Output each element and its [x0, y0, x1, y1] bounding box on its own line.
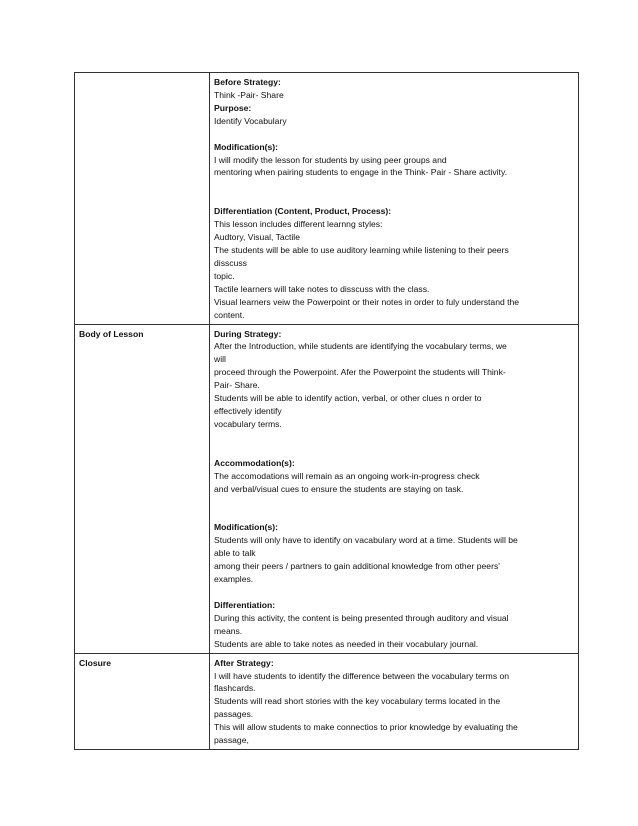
content-line: effectively identify	[214, 405, 282, 416]
content-line: Students will be able to identify action, verbal, or other clues n order to	[214, 393, 482, 404]
table-row	[75, 653, 579, 749]
content-line: I will have students to identify the difference between the vocabulary terms on	[214, 670, 510, 681]
content-line: Students will read short stories with the key vocabulary terms located in the	[214, 696, 501, 707]
content-line: Tactile learners will take notes to disscuss with the class.	[214, 283, 430, 294]
section-heading: Differentiation:	[214, 600, 276, 610]
content-line: Identify Vocabulary	[214, 115, 287, 126]
content-line: means.	[214, 625, 243, 636]
section-heading: Modification(s):	[214, 522, 278, 533]
lesson-plan-table	[74, 72, 579, 750]
content-line: will	[214, 354, 226, 365]
content-line: During this activity, the content is being presented through auditory and visual	[214, 612, 509, 623]
table-row	[75, 324, 579, 653]
content-line: Students are able to take notes as needed in their vocabulary journal.	[214, 638, 479, 649]
content-line: The students will be able to use auditory learning while listening to their peers	[214, 245, 509, 256]
section-heading: Modification(s):	[214, 141, 278, 152]
content-line: able to talk	[214, 548, 256, 559]
spacer	[214, 179, 574, 205]
content-line: vocabulary terms.	[214, 418, 282, 429]
row-label: Body of Lesson	[75, 324, 210, 653]
row-label	[75, 73, 210, 325]
content-line: content.	[214, 309, 245, 320]
content-line: passages.	[214, 709, 254, 720]
content-line: The accomodations will remain as an ongoing work-in-progress check	[214, 470, 480, 481]
spacer	[214, 128, 574, 141]
row-content	[210, 73, 579, 325]
content-line: examples.	[214, 574, 254, 585]
content-line: mentoring when pairing students to engage in the Think- Pair - Share activity.	[214, 167, 507, 178]
content-line: flashcards.	[214, 683, 256, 694]
content-line: Students will only have to identify on vacabulary word at a time. Students will be	[214, 535, 518, 546]
content-line: passage,	[214, 735, 249, 746]
section-heading: Purpose:	[214, 102, 252, 113]
row-content	[210, 324, 579, 653]
content-line: proceed through the Powerpoint. Afer the Powerpoint the students will Think-	[214, 367, 506, 378]
lesson-plan-body	[75, 73, 579, 750]
section-heading: Before Strategy:	[214, 77, 281, 87]
content-line: After the Introduction, while students are identifying the vocabulary terms, we	[214, 341, 507, 352]
content-line: disscuss	[214, 257, 247, 268]
content-line: Audtory, Visual, Tactile	[214, 232, 300, 243]
section-heading: Differentiation (Content, Product, Process):	[214, 206, 392, 217]
section-heading: Accommodation(s):	[214, 457, 295, 468]
section-heading: During Strategy:	[214, 328, 282, 339]
content-line: among their peers / partners to gain additional knowledge from other peers'	[214, 561, 500, 572]
table-row	[75, 73, 579, 325]
content-line: and verbal/visual cues to ensure the students are staying on task.	[214, 483, 464, 494]
row-label: Closure	[75, 653, 210, 749]
spacer	[214, 431, 574, 457]
content-line: This lesson includes different learnng styles:	[214, 219, 383, 230]
spacer	[214, 495, 574, 521]
content-line: Visual learners veiw the Powerpoint or their notes in order to fuly understand the	[214, 296, 520, 307]
content-line: This will allow students to make connectios to prior knowledge by evaluating the	[214, 722, 518, 733]
content-line: Think -Pair- Share	[214, 89, 284, 100]
section-heading: After Strategy:	[214, 657, 274, 668]
content-line: Pair- Share.	[214, 380, 260, 391]
row-content	[210, 653, 579, 749]
spacer	[214, 586, 574, 599]
content-line: I will modify the lesson for students by using peer groups and	[214, 154, 447, 165]
content-line: topic.	[214, 270, 235, 281]
